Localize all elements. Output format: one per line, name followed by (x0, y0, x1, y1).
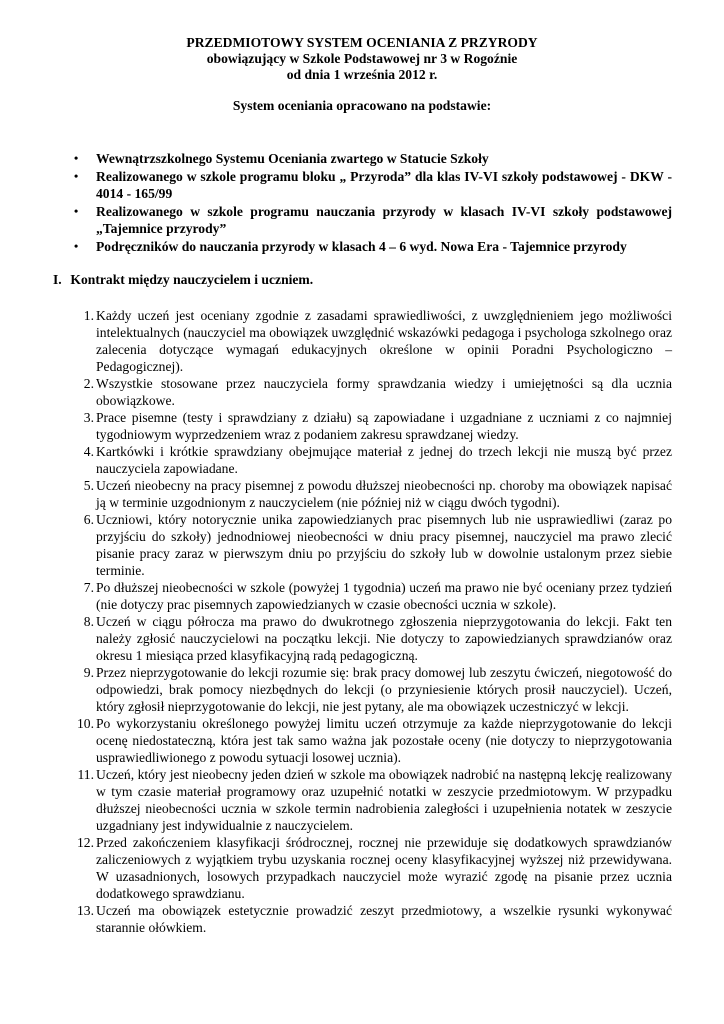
section-number: I. (53, 272, 62, 287)
rule-item (83, 477, 672, 511)
rule-text: Uczeń w ciągu półrocza ma prawo do dwukrotnego zgłoszenia nieprzygotowania do lekcji. Fakt ten należy zgłosić nauczycielowi na początku lekcji. Nie dotyczy to zapowiedzianych sprawdzianów oraz okresu 1 miesiąca przed klasyfikacyjną radą pedagogiczną. (96, 614, 672, 663)
rule-item (77, 902, 672, 936)
rule-number: 5. (83, 478, 94, 493)
rule-item (83, 375, 672, 409)
rules-list (77, 307, 673, 936)
basis-item (74, 203, 672, 238)
rule-number: 10. (77, 716, 94, 731)
rule-number: 13. (77, 903, 94, 918)
rule-text: Kartkówki i krótkie sprawdziany obejmujące materiał z jednej do trzech lekcji nie muszą być przez nauczyciela zapowiadane. (96, 444, 672, 476)
rule-item (83, 579, 672, 613)
section-heading (53, 272, 313, 288)
title-line-1: PRZEDMIOTOWY SYSTEM OCENIANIA Z PRZYRODY (186, 35, 538, 50)
rule-text: Po dłuższej nieobecności w szkole (powyżej 1 tygodnia) uczeń ma prawo nie być oceniany przez tydzień (nie dotyczy prac pisemnych zapowiedzianych w czasie obecności ucznia w szkole). (96, 580, 672, 612)
rule-item (83, 307, 673, 375)
rule-number: 8. (83, 614, 94, 629)
rule-item (83, 443, 672, 477)
rule-number: 11. (77, 767, 94, 782)
bullet-icon: • (74, 203, 79, 218)
rule-number: 9. (83, 665, 94, 680)
rule-text: Każdy uczeń jest oceniany zgodnie z zasadami sprawiedliwości, z uwzględnieniem jego możliwości intelektualnych (nauczyciel ma obowiązek uwzględnić wskazówki pedagoga i psychologa szkolnego oraz zalecenia dotyczące wymagań edukacyjnych określone w opinii Poradni Psychologiczno – Pedagogicznej). (96, 308, 673, 374)
rule-number: 3. (83, 410, 94, 425)
basis-item-text: Wewnątrzszkolnego Systemu Oceniania zwartego w Statucie Szkoły (96, 151, 489, 166)
title-line-2: obowiązujący w Szkole Podstawowej nr 3 w Rogoźnie (206, 51, 518, 66)
rule-number: 7. (83, 580, 94, 595)
rule-text: Po wykorzystaniu określonego powyżej limitu uczeń otrzymuje za każde nieprzygotowanie do lekcji ocenę niedostateczną, która jest tak samo ważna jak pozostałe oceny (nie dotyczy to nieprzygotowania usprawiedliwionego z powodu sytuacji losowej ucznia). (96, 716, 672, 765)
basis-item-text: Podręczników do nauczania przyrody w klasach 4 – 6 wyd. Nowa Era - Tajemnice przyrody (96, 238, 627, 254)
bullet-icon: • (74, 168, 79, 183)
rule-item (77, 834, 672, 902)
rule-text: Uczeń ma obowiązek estetycznie prowadzić zeszyt przedmiotowy, a wszelkie rysunki wykonywać starannie ołówkiem. (96, 903, 672, 935)
basis-subtitle: System oceniania opracowano na podstawie: (232, 98, 492, 113)
rule-number: 2. (83, 376, 94, 391)
rule-text: Uczeń nieobecny na pracy pisemnej z powodu dłuższej nieobecności np. choroby ma obowiązek napisać ją w terminie uzgodnionym z nauczycielem (nie później niż w ciągu dwóch tygodni). (96, 478, 672, 510)
rule-text: Wszystkie stosowane przez nauczyciela formy sprawdzania wiedzy i umiejętności są dla ucznia obowiązkowe. (96, 376, 672, 408)
rule-item (83, 613, 672, 664)
basis-item-text: Realizowanego w szkole programu nauczania przyrody w klasach IV-VI szkoły podstawowej „Tajemnice przyrody” (96, 203, 672, 236)
title-line-3: od dnia 1 września 2012 r. (286, 67, 438, 82)
rule-item (83, 511, 672, 579)
rule-number: 12. (77, 835, 94, 850)
document-title (0, 35, 724, 83)
bullet-icon: • (74, 151, 79, 165)
rule-number: 1. (83, 308, 94, 323)
rule-number: 6. (83, 512, 94, 527)
rule-item (77, 766, 672, 834)
bullet-icon: • (74, 238, 79, 253)
rule-text: Uczeń, który jest nieobecny jeden dzień w szkole ma obowiązek nadrobić na następną lekcję realizowany w tym czasie materiał programowy oraz uzupełnić notatki w zeszycie przedmiotowym. W przypadku dłuższej nieobecności ucznia w szkole termin nadrobienia zaległości i uzupełnienia notatek w zeszycie uzgadniany jest indywidualnie z nauczycielem. (96, 767, 672, 833)
basis-item (74, 238, 672, 256)
rule-item (83, 409, 672, 443)
rule-text: Prace pisemne (testy i sprawdziany z działu) są zapowiadane i uzgadniane z uczniami z co najmniej tygodniowym wyprzedzeniem wraz z podaniem zakresu sprawdzanej wiedzy. (96, 410, 672, 442)
basis-item (74, 168, 672, 203)
basis-item-text: Realizowanego w szkole programu bloku „ Przyroda” dla klas IV-VI szkoły podstawowej - DKW - 4014 - 165/99 (96, 168, 672, 201)
rule-item (77, 715, 672, 766)
section-title: Kontrakt między nauczycielem i uczniem. (70, 272, 314, 287)
rule-number: 4. (83, 444, 94, 459)
rule-text: Przez nieprzygotowanie do lekcji rozumie się: brak pracy domowej lub zeszytu ćwiczeń, niegotowość do odpowiedzi, brak pomocy niezbędnych do lekcji (o przyniesienie których prosił nauczyciel). Uczeń, który zgłosił nieprzygotowanie do lekcji, nie jest pytany, ale ma obowiązek uczestniczyć w lekcji. (96, 665, 672, 714)
rule-text: Przed zakończeniem klasyfikacji śródrocznej, rocznej nie przewiduje się dodatkowych sprawdzianów zaliczeniowych z wyjątkiem trybu uzyskania rocznej oceny klasyfikacyjnej wyższej niż przewidywana. W uzasadnionych, losowych przypadkach nauczyciel może wyrazić zgodę na pisanie przez ucznia dodatkowego sprawdzianu. (96, 835, 672, 901)
basis-item (74, 150, 672, 168)
rule-item (83, 664, 672, 715)
basis-list (74, 150, 672, 255)
rule-text: Uczniowi, który notorycznie unika zapowiedzianych prac pisemnych lub nie usprawiedliwi (zaraz po przyjściu do szkoły) jednodniowej nieobecności w dniu pracy pisemnej, nauczyciel ma prawo zlecić pisanie pracy zaraz w pierwszym dniu po przyjściu do szkoły lub w dowolnie ustalonym przez siebie terminie. (96, 512, 672, 578)
